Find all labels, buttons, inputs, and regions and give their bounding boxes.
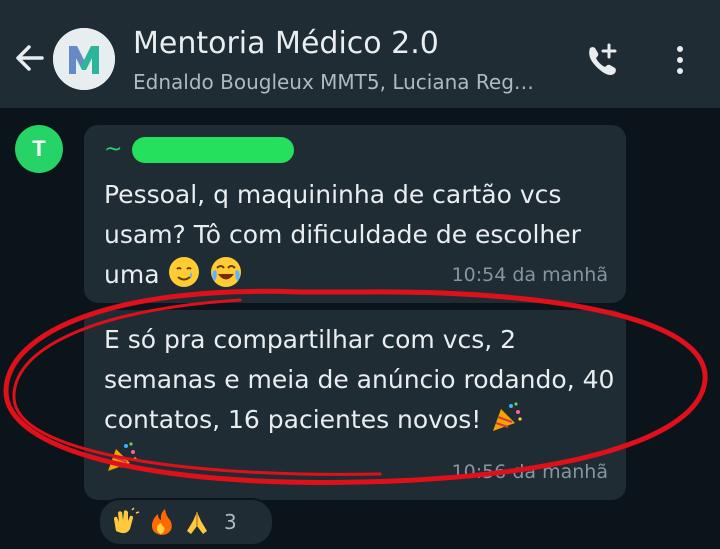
message-bubble[interactable] — [84, 310, 626, 500]
message-timestamp: 10:54 da manhã — [451, 264, 608, 286]
group-avatar[interactable] — [53, 28, 115, 90]
sender-prefix: ~ — [104, 137, 123, 162]
more-options-icon[interactable] — [668, 40, 692, 80]
sender-name[interactable] — [104, 135, 294, 165]
message-timestamp: 10:56 da manhã — [451, 461, 608, 483]
message-bubble[interactable] — [84, 125, 626, 303]
clapping-hands-icon — [110, 507, 140, 537]
chat-title[interactable]: Mentoria Médico 2.0 — [133, 26, 439, 61]
redacted-sender-name — [132, 137, 294, 163]
reaction-count: 3 — [224, 510, 237, 534]
smiling-face-with-tear-icon — [167, 255, 201, 289]
sender-avatar[interactable]: T — [15, 125, 63, 173]
party-popper-icon — [104, 440, 138, 474]
face-with-tears-of-joy-icon — [209, 255, 243, 289]
folded-hands-icon — [182, 507, 212, 537]
mentoria-logo-icon — [53, 28, 115, 90]
message-body: Pessoal, q maquininha de cartão vcs usam? Tô com dificuldade de escolher uma — [104, 180, 581, 289]
chat-participants[interactable]: Ednaldo Bougleux MMT5, Luciana Reg… — [133, 70, 534, 94]
message-reactions[interactable] — [98, 498, 274, 546]
message-body: E só pra compartilhar com vcs, 2 semanas e meia de anúncio rodando, 40 contatos, 16 pacientes novos! — [104, 325, 615, 434]
chat-header — [0, 12, 720, 108]
add-call-icon[interactable] — [582, 40, 622, 80]
status-bar — [0, 0, 720, 12]
fire-icon — [146, 507, 176, 537]
back-arrow-icon[interactable] — [10, 38, 50, 78]
party-popper-icon — [489, 400, 523, 434]
